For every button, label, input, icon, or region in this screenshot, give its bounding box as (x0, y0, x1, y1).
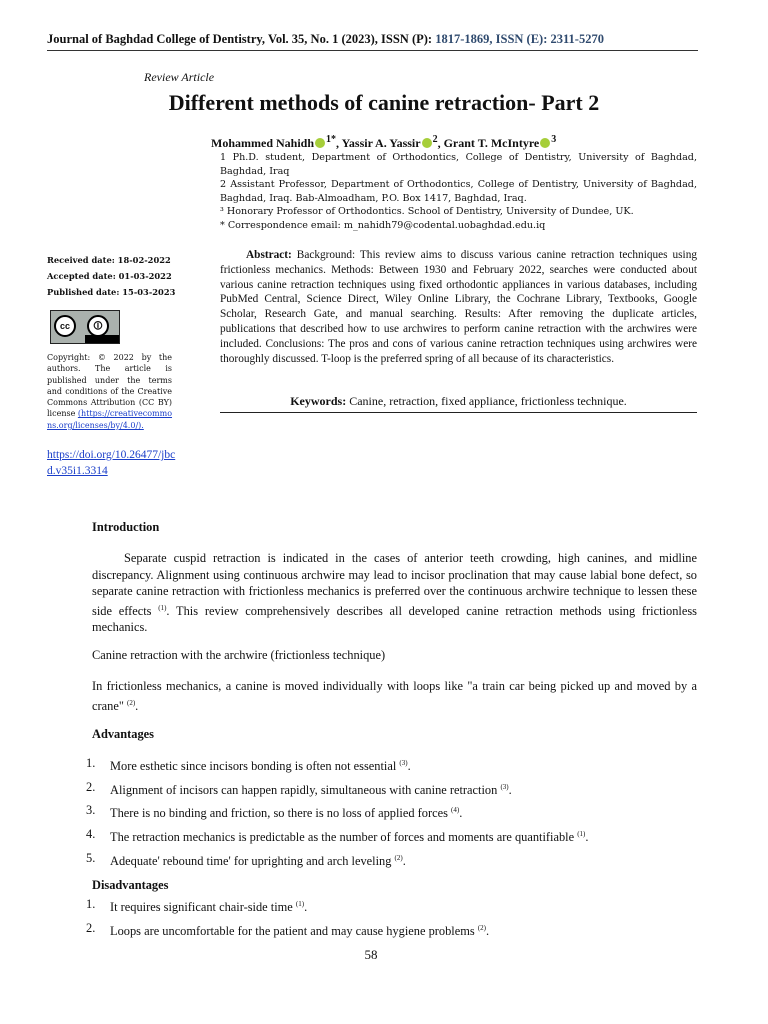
introduction-heading (92, 519, 697, 536)
affiliations (220, 151, 697, 232)
subheading: Canine retraction with the archwire (frictionless technique) (92, 648, 386, 662)
list-item (86, 920, 697, 940)
orcid-icon[interactable] (422, 138, 432, 148)
page-number: 58 (364, 947, 378, 962)
section-heading: Advantages (92, 727, 154, 741)
keywords-label: Keywords: (290, 394, 347, 408)
citation: (3) (500, 782, 509, 791)
list-number: 2. (86, 920, 96, 935)
advantages-heading (92, 726, 697, 743)
list-text: Alignment of incisors can happen rapidly, simultaneous with canine retraction (110, 782, 501, 797)
list-text-end: . (585, 830, 589, 844)
affiliation-1: 1 Ph.D. student, Department of Orthodontics, College of Dentistry, University of Baghdad, Baghdad, Iraq (220, 152, 697, 177)
list-number: 5. (86, 850, 96, 865)
author-2-affil: 2 (432, 134, 438, 145)
citation: (2) (394, 853, 403, 862)
abstract-label: Abstract: (246, 249, 292, 261)
section-heading: Introduction (92, 520, 160, 534)
list-number: 2. (86, 779, 96, 794)
doi-link[interactable]: https://doi.org/10.26477/jbcd.v35i1.3314 (47, 449, 176, 477)
citation: (1) (577, 829, 586, 838)
citation: (4) (451, 806, 460, 815)
paragraph-text: . This review comprehensively describes all developed canine retraction methods using frictionless mechanics. (92, 603, 697, 635)
paragraph-text: Separate cuspid retraction is indicated in the cases of anterior teeth crowding, high canines, and midline discrepancy. Alignment using continuous archwire may lead to incisor proclination that may cause labial bone defect, so separate canine retraction with frictionless mechanics is preferred over the continuous archwire technique to lessen these side effects (92, 551, 697, 618)
list-number: 1. (86, 897, 96, 911)
copyright-notice (47, 352, 172, 431)
orcid-icon[interactable] (315, 138, 325, 148)
cc-symbol: cc (54, 315, 76, 337)
frictionless-paragraph (92, 678, 697, 714)
journal-issn: 1817-1869, ISSN (E): 2311-5270 (435, 32, 604, 46)
section-heading: Disadvantages (92, 878, 169, 892)
list-number: 4. (86, 826, 96, 841)
citation: (1) (295, 900, 305, 908)
list-number: 3. (86, 803, 96, 818)
accepted-date: Accepted date: 01-03-2022 (47, 271, 172, 281)
citation: (2) (477, 923, 486, 932)
article-title: Different methods of canine retraction- Part 2 (168, 90, 600, 115)
article-dates (47, 252, 175, 300)
introduction-paragraph (92, 550, 697, 636)
list-item (86, 802, 697, 822)
article-type: Review Article (144, 70, 215, 84)
by-bar (85, 335, 119, 343)
list-text: Loops are uncomfortable for the patient and may cause hygiene problems (110, 923, 478, 938)
list-text: It requires significant chair-side time (110, 900, 296, 915)
abstract (220, 248, 697, 366)
affiliation-3: ³ Honorary Professor of Orthodontics. School of Dentistry, University of Dundee, UK. (220, 206, 634, 217)
doi (47, 447, 177, 479)
citation: (3) (399, 759, 408, 767)
list-text-end: . (304, 900, 308, 915)
keywords (220, 394, 697, 413)
list-text-end: . (402, 853, 406, 868)
journal-name: Journal of Baghdad College of Dentistry, Vol. 35, No. 1 (2023), ISSN (P): (47, 32, 436, 46)
list-text-end: . (459, 806, 463, 821)
author-1-affil: 1* (326, 134, 337, 145)
list-text-end: . (485, 923, 490, 938)
abstract-text: Background: This review aims to discuss various canine retraction techniques using frictionless mechanics. Methods: Between 1930 and February 2022, searches were conducted about various canine retraction techniques using fixed orthodontic appliances in various databases, including PubMed Central, Science Direct, Wiley Online Library, the Cochrane Library, Textbooks, Google Scholar, Research Gate, and manual searching. Results: After removing the duplicate articles, publications that described how to use archwires to perform canine retraction with the archwires were included. Conclusions: The pros and cons of various canine retraction techniques using archwires were thoroughly discussed. T-loop is the preferred spring of all because of its characteristics. (220, 249, 697, 365)
affiliation-2: 2 Assistant Professor, Department of Orthodontics, College of Dentistry, University of Baghdad, Baghdad, Iraq. Bab-Almoadham, P.O. Box 1417, Baghdad, Iraq. (220, 179, 697, 204)
author-3-affil: 3 (551, 134, 557, 145)
disadvantages-heading (92, 877, 697, 894)
paragraph-text: . (135, 698, 139, 713)
keywords-text: Canine, retraction, fixed appliance, frictionless technique. (346, 394, 627, 408)
license-link[interactable]: (https://creativecommons.org/licenses/by/4.0/). (47, 409, 173, 430)
citation: (2) (126, 698, 136, 707)
published-date: Published date: 15-03-2023 (47, 287, 176, 297)
journal-header (47, 32, 698, 51)
list-item (86, 826, 697, 846)
advantages-list (86, 755, 697, 873)
list-text: The retraction mechanics is predictable as the number of forces and moments are quantifiable (110, 830, 578, 844)
list-text: There is no binding and friction, so there is no loss of applied forces (110, 806, 452, 821)
list-number: 1. (86, 756, 96, 770)
paragraph-text: In frictionless mechanics, a canine is moved individually with loops like "a train car being picked up and moved by a crane" (92, 679, 697, 713)
list-text: More esthetic since incisors bonding is often not essential (110, 759, 400, 774)
author-2[interactable]: , Yassir A. Yassir (336, 136, 421, 150)
list-text-end: . (407, 759, 411, 774)
citation: (1) (158, 603, 167, 612)
list-item (86, 850, 697, 870)
copyright-text: Copyright: © 2022 by the authors. The article is published under the terms and conditions of the Creative Commons Attribution (CC BY) license (47, 353, 172, 419)
author-1[interactable]: Mohammed Nahidh (211, 136, 315, 150)
author-3[interactable]: , Grant T. McIntyre (437, 136, 540, 150)
list-text-end: . (508, 782, 512, 797)
list-item (86, 896, 697, 916)
received-date: Received date: 18-02-2022 (47, 255, 171, 265)
by-person-icon: 🛈 (87, 315, 109, 337)
list-text: Adequate' rebound time' for uprighting and arch leveling (110, 853, 395, 868)
disadvantages-list (86, 896, 697, 943)
cc-license-icon[interactable] (50, 310, 120, 344)
list-item (86, 779, 697, 799)
list-item (86, 755, 697, 775)
orcid-icon[interactable] (540, 138, 550, 148)
author-list (211, 134, 556, 151)
correspondence-email[interactable]: * Correspondence email: m_nahidh79@codental.uobaghdad.edu.iq (220, 219, 546, 231)
